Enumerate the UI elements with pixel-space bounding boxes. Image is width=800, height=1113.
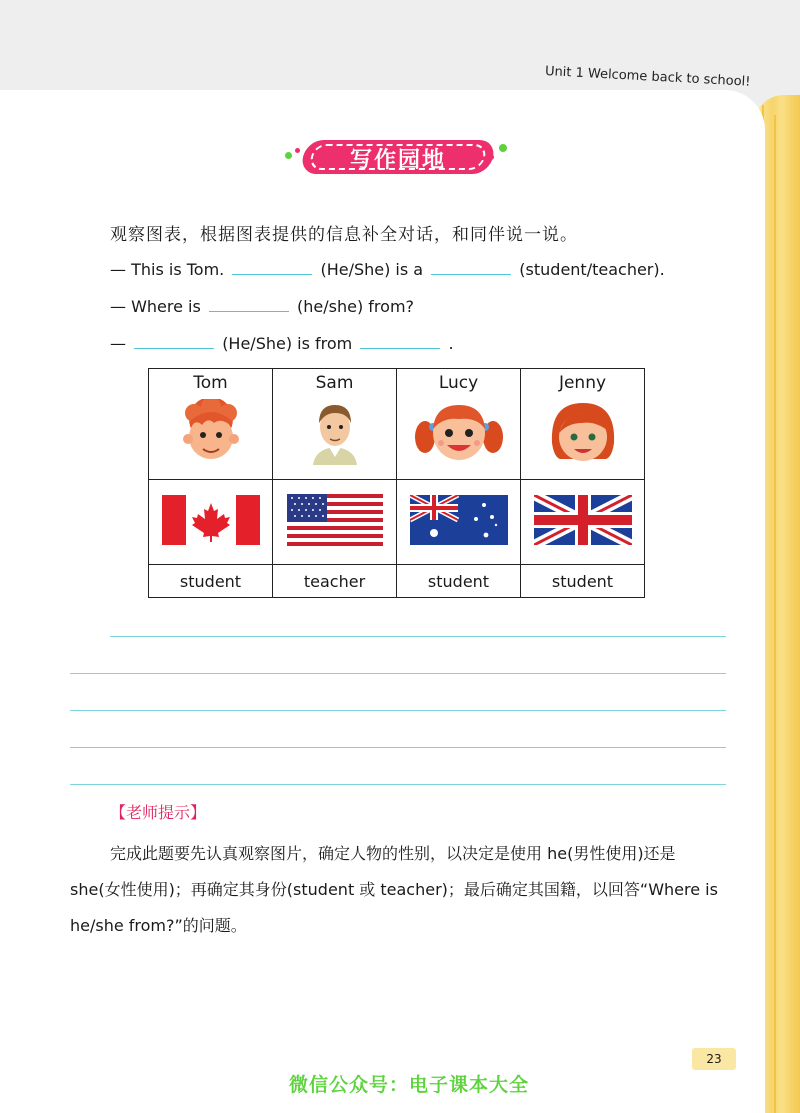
dialogue-line-3 bbox=[110, 332, 454, 353]
person-name: Tom bbox=[193, 373, 228, 393]
table-cell bbox=[521, 480, 645, 565]
line-text: Where is bbox=[131, 297, 201, 316]
table-cell bbox=[397, 369, 521, 480]
decor-dot-icon bbox=[295, 148, 300, 153]
tip-text: 完成此题要先认真观察图片，确定人物的性别，以决定是使用 he(男性使用)还是 she(女性使用)；再确定其身份(student 或 teacher)；最后确定其国籍，以回答“Where is he/she from?”的问题。 bbox=[70, 844, 718, 935]
info-table bbox=[148, 368, 645, 598]
girl-face-icon bbox=[411, 399, 507, 465]
decor-dot-icon bbox=[499, 144, 507, 152]
line-text: (he/she) from? bbox=[297, 297, 415, 316]
line-text: (He/She) is from bbox=[222, 334, 353, 353]
answer-blank[interactable] bbox=[360, 332, 440, 349]
table-cell bbox=[149, 480, 273, 565]
writing-line[interactable] bbox=[70, 673, 726, 674]
person-job: teacher bbox=[273, 565, 397, 598]
person-job: student bbox=[397, 565, 521, 598]
answer-blank[interactable] bbox=[431, 258, 511, 275]
person-job: student bbox=[149, 565, 273, 598]
decor-dot-icon bbox=[285, 152, 292, 159]
table-cell bbox=[149, 369, 273, 480]
page-number: 23 bbox=[692, 1048, 736, 1070]
person-name: Sam bbox=[315, 373, 354, 393]
line-text: (student/teacher). bbox=[519, 260, 665, 279]
australia-flag-icon bbox=[410, 495, 508, 545]
man-face-icon bbox=[305, 399, 365, 465]
line-text: This is Tom. bbox=[131, 260, 225, 279]
dash: — bbox=[110, 297, 126, 316]
unit-title: Unit 1 Welcome back to school! bbox=[544, 64, 751, 90]
writing-line[interactable] bbox=[110, 636, 726, 637]
answer-blank[interactable] bbox=[232, 258, 312, 275]
answer-blank[interactable] bbox=[209, 295, 289, 312]
dash: — bbox=[110, 334, 126, 353]
tip-heading: 【老师提示】 bbox=[110, 803, 207, 822]
table-cell bbox=[273, 480, 397, 565]
table-row-flags bbox=[149, 480, 645, 565]
person-name: Jenny bbox=[558, 373, 607, 393]
answer-blank[interactable] bbox=[134, 332, 214, 349]
table-cell bbox=[521, 369, 645, 480]
section-banner bbox=[285, 140, 510, 176]
canada-flag-icon bbox=[162, 495, 260, 545]
instruction-text: 观察图表，根据图表提供的信息补全对话，和同伴说一说。 bbox=[110, 225, 578, 245]
person-name: Lucy bbox=[438, 373, 479, 393]
uk-flag-icon bbox=[534, 495, 632, 545]
boy-face-icon bbox=[176, 399, 246, 465]
table-row-jobs bbox=[149, 565, 645, 598]
line-text: (He/She) is a bbox=[320, 260, 424, 279]
usa-flag-icon bbox=[287, 494, 383, 546]
table-cell bbox=[397, 480, 521, 565]
section-title: 写作园地 bbox=[349, 148, 446, 173]
line-text: . bbox=[448, 334, 454, 353]
table-row-faces bbox=[149, 369, 645, 480]
person-job: student bbox=[521, 565, 645, 598]
dash: — bbox=[110, 260, 126, 279]
dialogue-line-2 bbox=[110, 295, 414, 316]
table-cell bbox=[273, 369, 397, 480]
writing-line[interactable] bbox=[70, 747, 726, 748]
writing-line[interactable] bbox=[70, 784, 726, 785]
writing-line[interactable] bbox=[70, 710, 726, 711]
decor-dot-icon bbox=[488, 154, 494, 160]
girl-face-icon bbox=[546, 399, 620, 465]
dialogue-line-1 bbox=[110, 258, 665, 279]
watermark-text: 微信公众号：电子课本大全 bbox=[289, 1074, 530, 1096]
